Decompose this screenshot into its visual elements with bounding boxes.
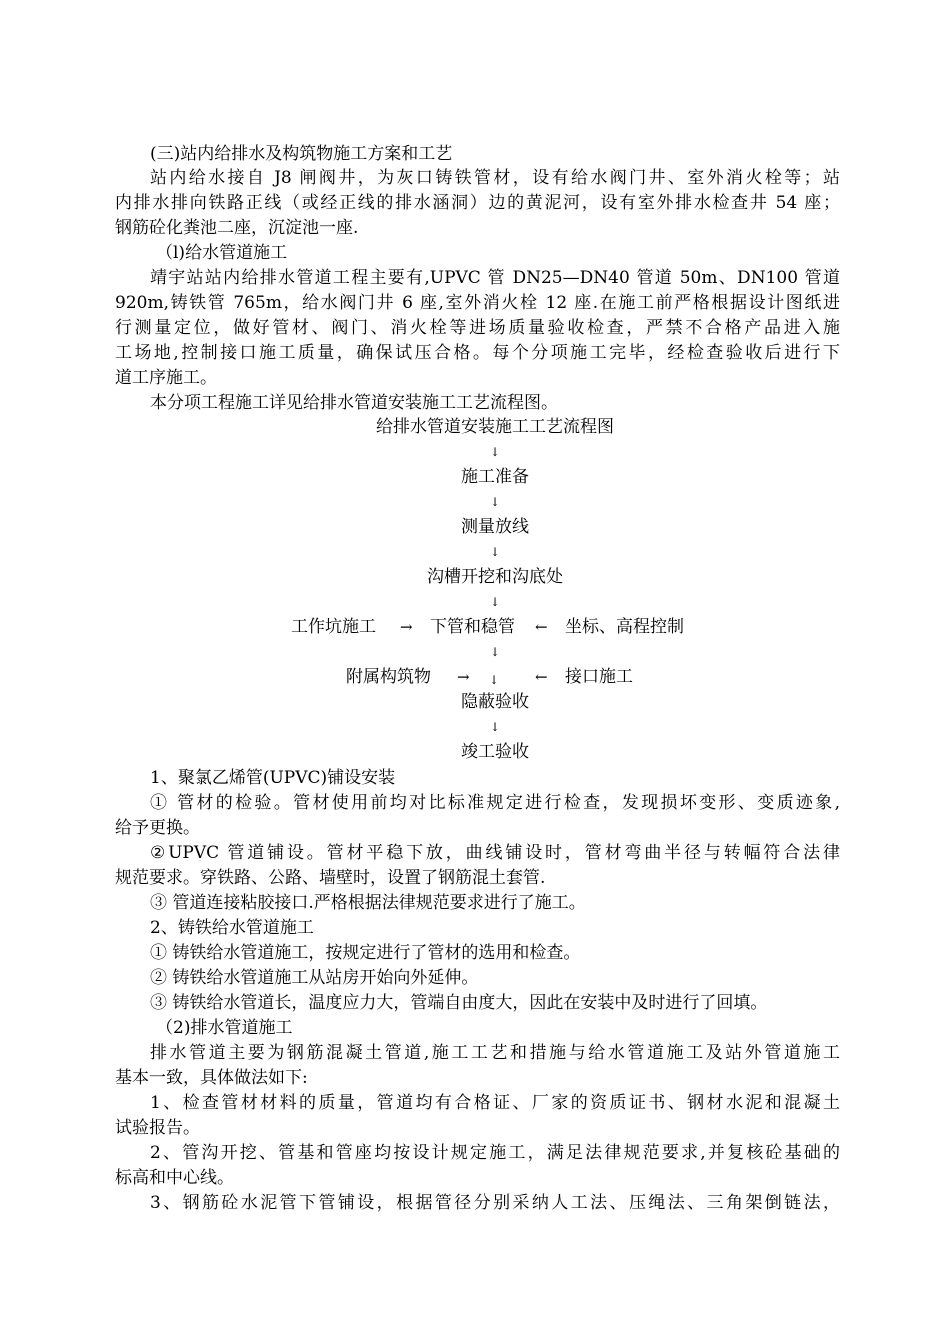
- flow-side-joint: 接口施工: [565, 667, 633, 687]
- intro-line-2: 内排水排向铁路正线（或经正线的排水涵洞）边的黄泥河，设有室外排水检查井 54 座；: [115, 193, 840, 213]
- flow-step-trench: 沟槽开挖和沟底处: [427, 567, 563, 587]
- section-title: (三)站内给排水及构筑物施工方案和工艺: [150, 144, 453, 164]
- flow-step-concealed-inspection: 隐蔽验收: [461, 692, 529, 712]
- castiron-title: 2、铸铁给水管道施工: [150, 918, 314, 938]
- flow-step-preparation: 施工准备: [461, 467, 529, 487]
- drainage-line-2: 基本一致，具体做法如下:: [115, 1068, 308, 1088]
- water-supply-line-5: 道工序施工。: [115, 368, 217, 388]
- arrow-down-icon: ↓: [489, 445, 501, 459]
- castiron-item-1: ① 铸铁给水管道施工，按规定进行了管材的选用和检查。: [150, 943, 581, 963]
- upvc-item-line-5: ③ 管道连接粘胶接口.严格根据法律规范要求进行了施工。: [150, 893, 586, 913]
- subsection-title-water-supply: （l)给水管道施工: [156, 243, 288, 263]
- intro-line-1: 站内给水接自 J8 闸阀井，为灰口铸铁管材，设有给水阀门井、室外消火栓等；站: [150, 168, 840, 188]
- flow-side-coordinate: 坐标、高程控制: [565, 617, 684, 637]
- drainage-line-4: 试验报告。: [115, 1118, 200, 1138]
- arrow-down-icon: ↓: [489, 720, 501, 734]
- water-supply-line-3: 行测量定位，做好管材、阀门、消火栓等进场质量验收检查，严禁不合格产品进入施: [115, 318, 840, 338]
- drainage-line-7: 3、钢筋砼水泥管下管铺设，根据管径分别采纳人工法、压绳法、三角架倒链法，: [150, 1193, 840, 1213]
- arrow-right-icon: →: [457, 668, 470, 686]
- upvc-item-line-2: 给予更换。: [115, 818, 200, 838]
- arrow-left-icon: ←: [535, 668, 548, 686]
- upvc-title: 1、聚氯乙烯管(UPVC)铺设安装: [150, 768, 396, 788]
- drainage-line-1: 排水管道主要为钢筋混凝土管道,施工工艺和措施与给水管道施工及站外管道施工: [150, 1043, 840, 1063]
- subsection-title-drainage: （2)排水管道施工: [156, 1018, 293, 1038]
- water-supply-line-4: 工场地,控制接口施工质量，确保试压合格。每个分项施工完毕，经检查验收后进行下: [115, 343, 840, 363]
- arrow-down-icon: ↓: [489, 545, 501, 559]
- castiron-item-3: ③ 铸铁给水管道长，温度应力大，管端自由度大，因此在安装中及时进行了回填。: [150, 993, 768, 1013]
- water-supply-line-2: 920m,铸铁管 765m，给水阀门井 6 座,室外消火栓 12 座.在施工前严格根据设计图纸进: [115, 293, 840, 313]
- drainage-line-5: 2、管沟开挖、管基和管座均按设计规定施工，满足法律规范要求,并复核砼基础的: [150, 1143, 840, 1163]
- flow-intro: 本分项工程施工详见给排水管道安装施工工艺流程图。: [150, 393, 558, 413]
- arrow-left-icon: ←: [535, 618, 548, 636]
- arrow-down-icon: ↓: [489, 673, 500, 687]
- drainage-line-6: 标高和中心线。: [115, 1168, 234, 1188]
- flow-step-laying: 下管和稳管: [430, 617, 515, 637]
- upvc-item-line-1: ① 管材的检验。管材使用前均对比标准规定进行检查，发现损坏变形、变质迹象,: [150, 793, 840, 813]
- flow-step-survey: 测量放线: [461, 517, 529, 537]
- drainage-line-3: 1、检查管材材料的质量，管道均有合格证、厂家的资质证书、钢材水泥和混凝土: [150, 1093, 840, 1113]
- water-supply-line-1: 靖宇站站内给排水管道工程主要有,UPVC 管 DN25—DN40 管道 50m、DN100 管道: [150, 268, 840, 288]
- castiron-item-2: ② 铸铁给水管道施工从站房开始向外延伸。: [150, 968, 479, 988]
- upvc-item-line-4: 规范要求。穿铁路、公路、墙壁时，设置了钢筋混土套管.: [115, 868, 546, 888]
- arrow-right-icon: →: [400, 618, 413, 636]
- arrow-down-icon: ↓: [489, 595, 501, 609]
- arrow-down-icon: ↓: [489, 645, 501, 659]
- flowchart-title: 给排水管道安装施工工艺流程图: [376, 417, 614, 437]
- upvc-item-line-3: ②UPVC 管道铺设。管材平稳下放，曲线铺设时，管材弯曲半径与转幅符合法律: [150, 843, 840, 863]
- intro-line-3: 钢筋砼化粪池二座，沉淀池一座.: [115, 218, 359, 238]
- flow-step-completion: 竣工验收: [461, 742, 529, 762]
- arrow-down-icon: ↓: [489, 495, 501, 509]
- flow-side-pit: 工作坑施工: [291, 617, 376, 637]
- flow-side-ancillary: 附属构筑物: [346, 667, 431, 687]
